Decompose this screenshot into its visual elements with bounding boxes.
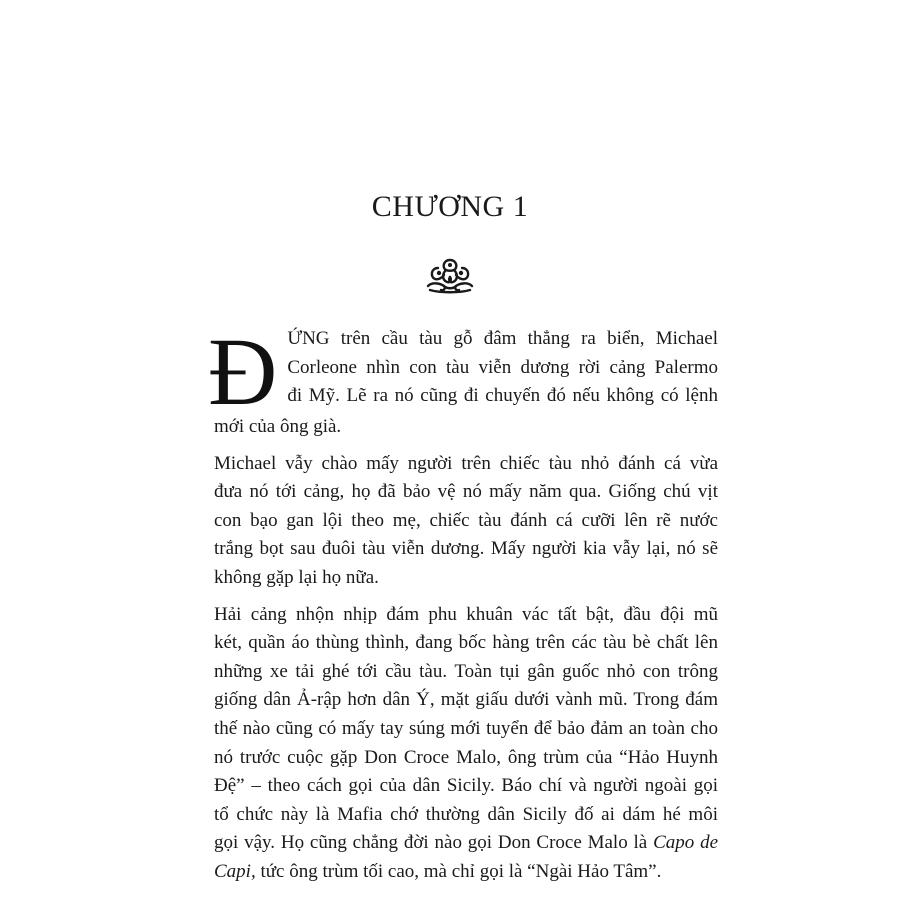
text-line: đi Mỹ. Lẽ ra nó cũng đi chuyến đó nếu không có lệnh (287, 385, 718, 407)
text-line: những xe tải ghé tới cầu tàu. Toàn tụi gân guốc nhỏ con trông (214, 660, 718, 682)
text-line: Đệ” – theo cách gọi của dân Sicily. Báo chí và người ngoài gọi (214, 775, 718, 797)
text-segment: tức ông trùm tối cao, mà chỉ gọi là “Ngài Hảo Tâm”. (255, 860, 662, 882)
text-line: nó trước cuộc gặp Don Croce Malo, ông trùm của “Hảo Huynh (214, 746, 718, 768)
text-line: đưa nó tới cảng, họ đã bảo vệ nó mấy năm qua. Giống chú vịt (214, 481, 718, 503)
text-line: Michael vẫy chào mấy người trên chiếc tàu nhỏ đánh cá vừa (214, 452, 718, 474)
text-line: giống dân Ả-rập hơn dân Ý, mặt giấu dưới vành mũ. Trong đám (214, 689, 718, 711)
chapter-title: CHƯƠNG 1 (371, 190, 529, 223)
text-line (214, 858, 718, 887)
text-line: không gặp lại họ nữa. (214, 566, 379, 588)
text-line (214, 829, 718, 858)
text-line: két, quần áo thùng thình, đang bốc hàng trên các tàu bè chất lên (214, 632, 718, 654)
text-line: mới của ông già. (214, 416, 342, 437)
text-line: thế nào cũng có mấy tay súng mới tuyển để bảo đảm an toàn cho (214, 717, 718, 739)
text-segment: gọi vậy. Họ cũng chẳng đời nào gọi Don Croce Malo là (214, 832, 648, 854)
fleuron-ornament-icon (422, 256, 478, 296)
text-line: ỨNG trên cầu tàu gỗ đâm thẳng ra biển, Michael (287, 328, 718, 349)
paragraph-3 (214, 601, 718, 887)
text-line: tổ chức này là Mafia chớ thường dân Sicily đố ai dám hé môi (214, 803, 718, 825)
paragraph-1 (208, 318, 718, 442)
text-line: Hải cảng nhộn nhịp đám phu khuân vác tất bật, đầu đội mũ (214, 603, 718, 625)
text-line: Corleone nhìn con tàu viễn dương rời cảng Palermo (287, 356, 718, 378)
italic-term: Capi, (214, 860, 256, 882)
paragraph-2 (214, 450, 718, 593)
italic-term: Capo de (653, 832, 719, 854)
chapter-body (208, 318, 719, 887)
drop-cap: Đ (208, 318, 278, 425)
text-line: trắng bọt sau đuôi tàu viễn dương. Mấy người kia vẫy lại, nó sẽ (214, 538, 718, 560)
text-line: con bạo gan lội theo mẹ, chiếc tàu đánh cá cưỡi lên rẽ nước (214, 509, 718, 531)
